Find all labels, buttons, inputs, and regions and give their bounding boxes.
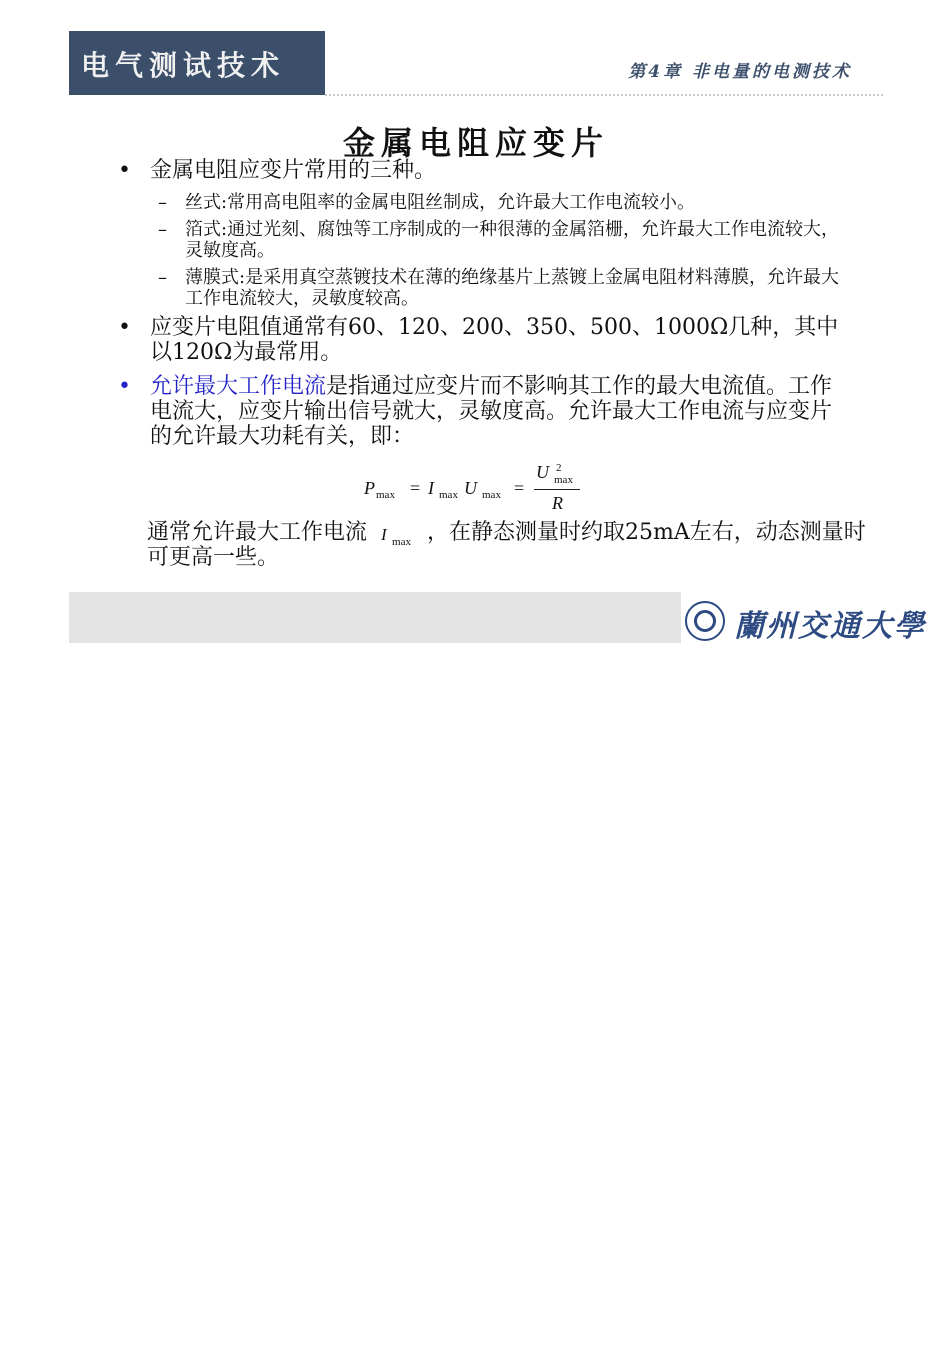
formula-U-numerator: U bbox=[536, 462, 549, 482]
formula-sub: max bbox=[376, 489, 395, 501]
formula-P: P bbox=[364, 478, 375, 498]
inline-max: max bbox=[392, 536, 411, 548]
inline-I: I bbox=[381, 525, 387, 544]
university-seal-icon bbox=[685, 601, 725, 641]
formula-sup: 2 bbox=[556, 462, 562, 474]
formula-eq: = bbox=[410, 478, 421, 498]
dash-icon: – bbox=[158, 219, 167, 240]
sub-bullet-text: 箔式:通过光刻、腐蚀等工序制成的一种很薄的金属箔栅，允许最大工作电流较大，灵敏度高。 bbox=[185, 219, 840, 261]
slide-title: 金属电阻应变片 bbox=[342, 124, 609, 162]
slide-content bbox=[112, 158, 852, 458]
formula-sub: max bbox=[439, 489, 458, 501]
bullet-icon: • bbox=[118, 315, 131, 340]
bullet-icon: • bbox=[118, 374, 131, 399]
university-logo: 蘭州交通大學 bbox=[734, 609, 926, 644]
bullet-text: 金属电阻应变片常用的三种。 bbox=[150, 158, 437, 183]
dash-icon: – bbox=[158, 267, 167, 288]
footer-band bbox=[69, 592, 681, 643]
formula-eq: = bbox=[514, 478, 525, 498]
formula-I: I bbox=[428, 478, 434, 498]
inline-Imax bbox=[367, 522, 427, 548]
chapter-label: 第4章 非电量的电测技术 bbox=[628, 62, 852, 82]
tail-text: 通常允许最大工作电流 bbox=[147, 520, 368, 545]
highlight-term: 允许最大工作电流 bbox=[150, 374, 327, 399]
header-divider bbox=[325, 94, 883, 96]
formula-sub: max bbox=[482, 489, 501, 501]
closing-paragraph bbox=[147, 520, 867, 570]
bullet-item bbox=[112, 374, 852, 449]
sub-bullet-text: 丝式:常用高电阻率的金属电阻丝制成，允许最大工作电流较小。 bbox=[185, 192, 696, 213]
formula-R: R bbox=[552, 493, 563, 513]
power-formula bbox=[364, 462, 594, 514]
tail-text: ，在静态测量时约取25mA左右，动态测量时可更高一些。 bbox=[147, 520, 866, 570]
formula-sub: max bbox=[554, 474, 573, 486]
bullet-icon: • bbox=[118, 158, 131, 183]
sub-bullet-item bbox=[112, 219, 852, 261]
course-title: 电气测试技术 bbox=[81, 49, 286, 82]
sub-bullet-item bbox=[112, 267, 852, 309]
bullet-item bbox=[112, 315, 852, 365]
bullet-text: 是指通过应变片而不影响其工作的最大电流值。工作电流大，应变片输出信号就大，灵敏度高。允许最大工作电流与应变片的允许最大功耗有关，即： bbox=[150, 374, 833, 449]
bullet-text: 应变片电阻值通常有60、120、200、350、500、1000Ω几种，其中以120Ω为最常用。 bbox=[150, 315, 839, 365]
formula-U: U bbox=[464, 478, 477, 498]
bullet-item bbox=[112, 158, 852, 183]
sub-bullet-text: 薄膜式:是采用真空蒸镀技术在薄的绝缘基片上蒸镀上金属电阻材料薄膜，允许最大工作电流较大，灵敏度较高。 bbox=[185, 267, 840, 309]
sub-bullet-item bbox=[112, 192, 852, 213]
fraction-line bbox=[534, 489, 580, 490]
dash-icon: – bbox=[158, 192, 167, 213]
